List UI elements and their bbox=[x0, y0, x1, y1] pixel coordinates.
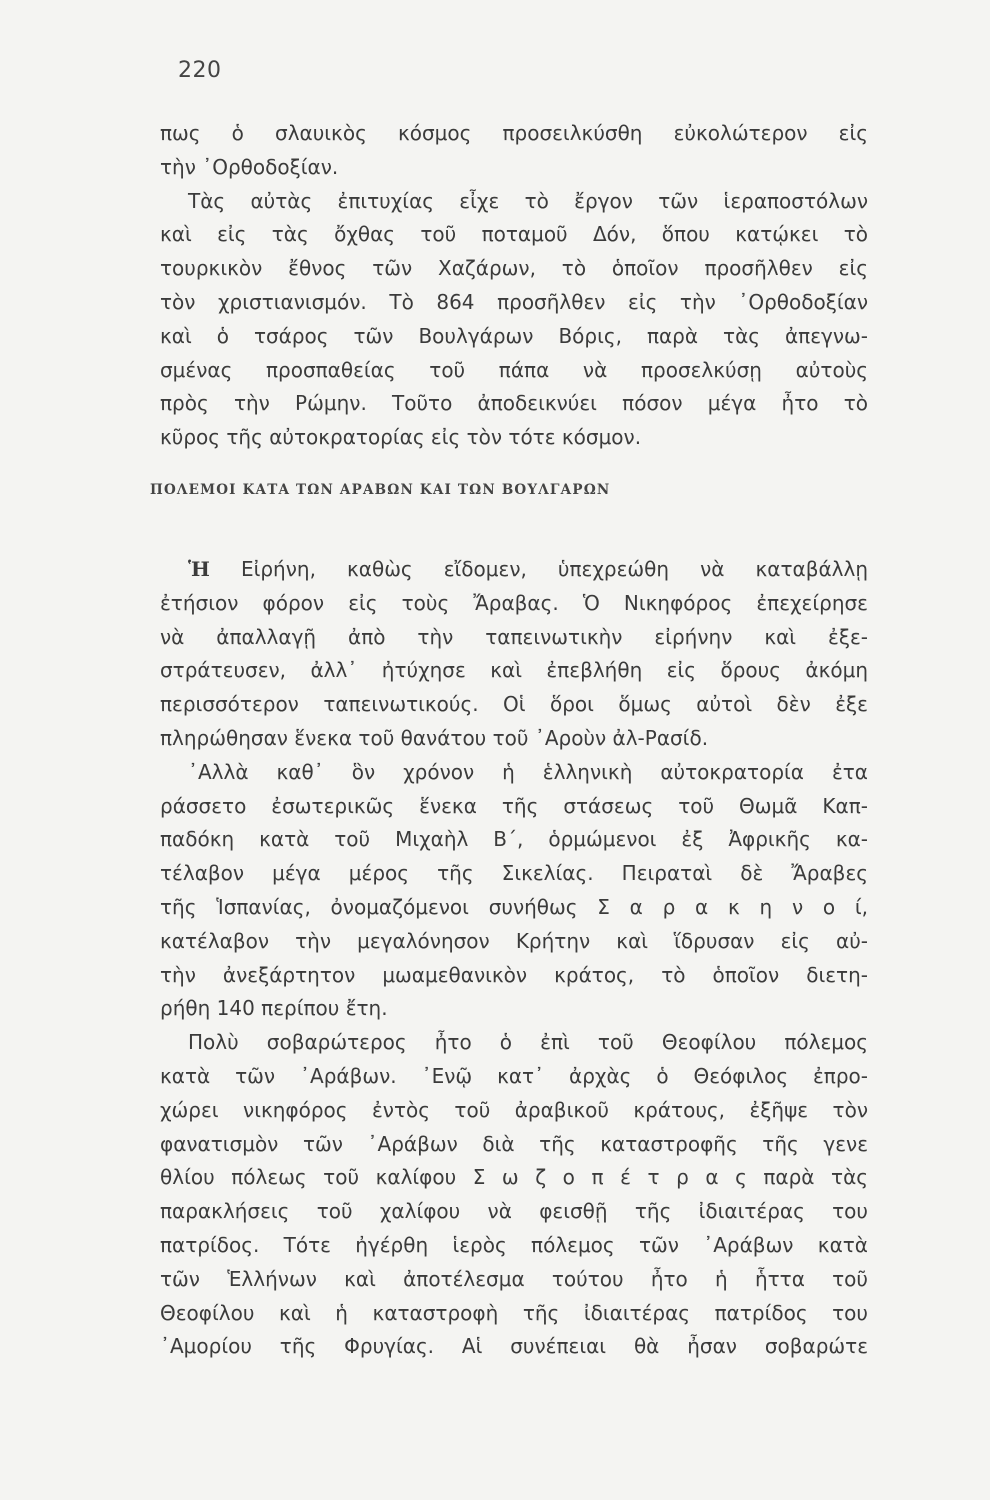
text-line-first bbox=[160, 553, 868, 587]
text-line: νὰ ἀπαλλαγῇ ἀπὸ τὴν ταπεινωτικὴν εἰρήνην καὶ ἐξε- bbox=[160, 624, 868, 649]
text-line: τὴν ἀνεξάρτητον μωαμεθανικὸν κράτος, τὸ ὁποῖον διετη- bbox=[160, 962, 868, 987]
text-line: φανατισμὸν τῶν ᾿Αράβων διὰ τῆς καταστροφῆς τῆς γενε bbox=[160, 1131, 868, 1156]
text-line: κατέλαβον τὴν μεγαλόνησον Κρήτην καὶ ἵδρυσαν εἰς αὐ- bbox=[160, 928, 868, 953]
text-line: κῦρος τῆς αὐτοκρατορίας εἰς τὸν τότε κόσμον. bbox=[160, 425, 642, 450]
text-line: πρὸς τὴν Ρώμην. Τοῦτο ἀποδεικνύει πόσον μέγα ἦτο τὸ bbox=[160, 391, 868, 416]
text-line: ρήθη 140 περίπου ἔτη. bbox=[160, 996, 388, 1021]
text-line: χώρει νικηφόρος ἐντὸς τοῦ ἀραβικοῦ κράτους, ἐξῆψε τὸν bbox=[160, 1097, 868, 1122]
text-line: καὶ ὁ τσάρος τῶν Βουλγάρων Βόρις, παρὰ τὰς ἀπεγνω- bbox=[160, 323, 868, 348]
page-number: 220 bbox=[178, 58, 222, 83]
section-heading: ΠΟΛΕΜΟΙ ΚΑΤΑ ΤΩΝ ΑΡΑΒΩΝ ΚΑΙ ΤΩΝ ΒΟΥΛΓΑΡΩΝ bbox=[150, 482, 611, 498]
text-line: τῆς Ἱσπανίας, ὀνομαζόμενοι συνήθως Σ α ρ α κ η ν ο ί, bbox=[160, 894, 868, 919]
paragraph-block-top bbox=[160, 117, 868, 455]
text-line: πως ὁ σλαυικὸς κόσμος προσειλκύσθη εὐκολώτερον εἰς bbox=[160, 121, 868, 145]
text-line: περισσότερον ταπεινωτικούς. Οἱ ὅροι ὅμως αὐτοὶ δὲν ἐξε bbox=[160, 692, 868, 717]
text-line: Θεοφίλου καὶ ἡ καταστροφὴ τῆς ἰδιαιτέρας πατρίδος του bbox=[160, 1300, 868, 1325]
text-line: ἐτήσιον φόρον εἰς τοὺς Ἄραβας. Ὁ Νικηφόρος ἐπεχείρησε bbox=[160, 590, 868, 615]
text-line: κατὰ τῶν ᾿Αράβων. ᾿Ενῷ κατ᾿ ἀρχὰς ὁ Θεόφιλος ἐπρο- bbox=[160, 1063, 868, 1088]
text-line: Τὰς αὐτὰς ἐπιτυχίας εἶχε τὸ ἔργον τῶν ἱεραποστόλων bbox=[188, 188, 868, 213]
text-line: σμένας προσπαθείας τοῦ πάπα νὰ προσελκύσῃ αὐτοὺς bbox=[160, 357, 868, 382]
text-line: ᾿Αμορίου τῆς Φρυγίας. Αἱ συνέπειαι θὰ ἦσαν σοβαρώτε bbox=[160, 1334, 868, 1359]
first-line-text: Εἰρήνη, καθὼς εἴδομεν, ὑπεχρεώθη νὰ καταβάλλῃ bbox=[209, 557, 868, 581]
text-line: παδόκη κατὰ τοῦ Μιχαὴλ Β΄, ὁρμώμενοι ἐξ Ἀφρικῆς κα- bbox=[160, 827, 868, 852]
text-line: τὴν ᾿Ορθοδοξίαν. bbox=[160, 154, 339, 179]
text-line: τὸν χριστιανισμόν. Τὸ 864 προσῆλθεν εἰς τὴν ᾿Ορθοδοξίαν bbox=[160, 289, 868, 314]
text-line: τέλαβον μέγα μέρος τῆς Σικελίας. Πειραταὶ δὲ Ἄραβες bbox=[160, 861, 868, 886]
initial-letter: Ἡ bbox=[188, 557, 210, 581]
paragraph-block-main bbox=[160, 553, 868, 1364]
text-line: θλίου πόλεως τοῦ καλίφου Σ ω ζ ο π έ τ ρ α ς παρὰ τὰς bbox=[160, 1165, 868, 1190]
text-line: Πολὺ σοβαρώτερος ἦτο ὁ ἐπὶ τοῦ Θεοφίλου πόλεμος bbox=[188, 1030, 868, 1055]
text-line: ράσσετο ἐσωτερικῶς ἕνεκα τῆς στάσεως τοῦ Θωμᾶ Καπ- bbox=[160, 793, 868, 818]
text-line: ᾿Αλλὰ καθ᾿ ὃν χρόνον ἡ ἑλληνικὴ αὐτοκρατορία ἐτα bbox=[188, 759, 868, 784]
text-line: τῶν Ἑλλήνων καὶ ἀποτέλεσμα τούτου ἦτο ἡ ἧττα τοῦ bbox=[160, 1266, 868, 1291]
text-line: τουρκικὸν ἔθνος τῶν Χαζάρων, τὸ ὁποῖον προσῆλθεν εἰς bbox=[160, 256, 868, 281]
text-line: πατρίδος. Τότε ἠγέρθη ἱερὸς πόλεμος τῶν ᾿Αράβων κατὰ bbox=[160, 1232, 868, 1257]
text-line: παρακλήσεις τοῦ χαλίφου νὰ φεισθῇ τῆς ἰδιαιτέρας του bbox=[160, 1199, 868, 1224]
text-line: πληρώθησαν ἕνεκα τοῦ θανάτου τοῦ ᾿Αροὺν ἀλ-Ρασίδ. bbox=[160, 725, 709, 750]
text-line: στράτευσεν, ἀλλ᾿ ἠτύχησε καὶ ἐπεβλήθη εἰς ὅρους ἀκόμη bbox=[160, 658, 868, 683]
text-line: καὶ εἰς τὰς ὄχθας τοῦ ποταμοῦ Δόν, ὅπου κατῴκει τὸ bbox=[160, 222, 868, 247]
